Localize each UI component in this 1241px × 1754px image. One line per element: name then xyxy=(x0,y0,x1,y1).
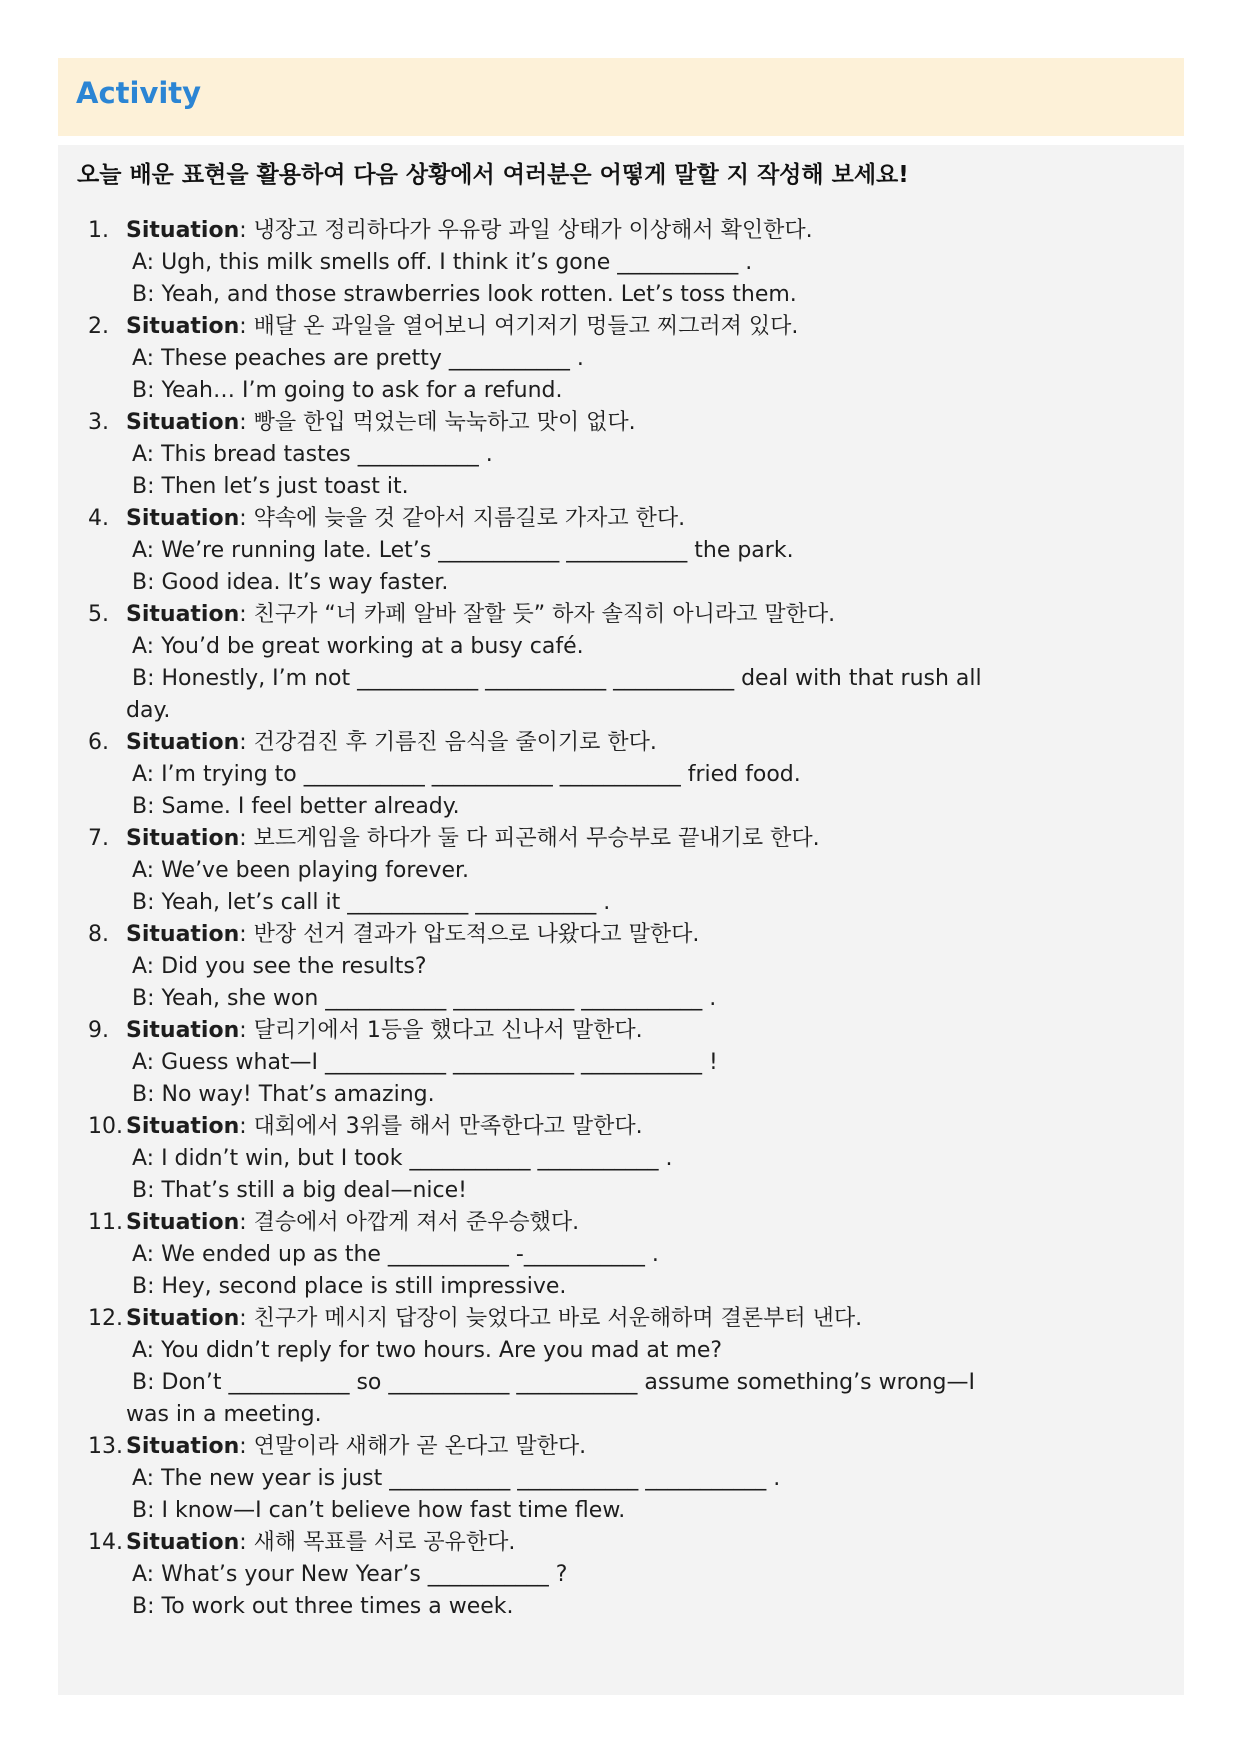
situation-line xyxy=(58,215,1184,247)
situation-line xyxy=(58,407,1184,439)
situation-separator: : xyxy=(239,1434,254,1459)
item-number: 13. xyxy=(88,1434,123,1459)
situation-label: Situation xyxy=(126,506,240,531)
item-number: 9. xyxy=(88,1018,109,1043)
situation-line xyxy=(58,1527,1184,1559)
exercise-item xyxy=(58,823,1184,919)
exercise-item xyxy=(58,1303,1184,1431)
item-number: 12. xyxy=(88,1306,123,1331)
instruction-text: 오늘 배운 표현을 활용하여 다음 상황에서 여러분은 어떻게 말할 지 작성해 보세요! xyxy=(77,162,909,188)
dialogue-line-a: A: We’re running late. Let’s ___________ ___________ the park. xyxy=(132,538,794,563)
situation-text: 친구가 “너 카페 알바 잘할 듯” 하자 솔직히 아니라고 말한다. xyxy=(253,602,836,627)
item-number: 8. xyxy=(88,922,109,947)
situation-label: Situation xyxy=(126,1018,240,1043)
dialogue-line-b: B: Hey, second place is still impressive. xyxy=(132,1274,567,1299)
situation-separator: : xyxy=(239,1306,254,1331)
situation-label: Situation xyxy=(126,314,240,339)
item-number: 2. xyxy=(88,314,109,339)
dialogue-line-b: B: Yeah… I’m going to ask for a refund. xyxy=(132,378,563,403)
situation-label: Situation xyxy=(126,1434,240,1459)
dialogue-line-a: A: Did you see the results? xyxy=(132,954,427,979)
situation-text: 대회에서 3위를 해서 만족한다고 말한다. xyxy=(253,1114,643,1139)
situation-separator: : xyxy=(239,410,254,435)
exercise-item xyxy=(58,407,1184,503)
dialogue-line-b: B: Then let’s just toast it. xyxy=(132,474,409,499)
situation-line xyxy=(58,1303,1184,1335)
dialogue-line-b-continued: day. xyxy=(126,698,171,723)
item-number: 7. xyxy=(88,826,109,851)
situation-separator: : xyxy=(239,826,254,851)
dialogue-line-a: A: We’ve been playing forever. xyxy=(132,858,470,883)
situation-line xyxy=(58,1207,1184,1239)
situation-line xyxy=(58,1111,1184,1143)
dialogue-line-b: B: That’s still a big deal—nice! xyxy=(132,1178,467,1203)
situation-text: 친구가 메시지 답장이 늦었다고 바로 서운해하며 결론부터 낸다. xyxy=(253,1306,863,1331)
activity-panel xyxy=(58,145,1184,1695)
situation-label: Situation xyxy=(126,1210,240,1235)
dialogue-line-b: B: Yeah, and those strawberries look rotten. Let’s toss them. xyxy=(132,282,797,307)
situation-line xyxy=(58,503,1184,535)
dialogue-line-b: B: I know—I can’t believe how fast time flew. xyxy=(132,1498,626,1523)
situation-label: Situation xyxy=(126,218,240,243)
situation-separator: : xyxy=(239,506,254,531)
situation-line xyxy=(58,599,1184,631)
situation-text: 배달 온 과일을 열어보니 여기저기 멍들고 찌그러져 있다. xyxy=(253,314,799,339)
situation-separator: : xyxy=(239,314,254,339)
situation-line xyxy=(58,1015,1184,1047)
exercise-item xyxy=(58,599,1184,727)
situation-label: Situation xyxy=(126,922,240,947)
situation-text: 냉장고 정리하다가 우유랑 과일 상태가 이상해서 확인한다. xyxy=(253,218,813,243)
situation-text: 연말이라 새해가 곧 온다고 말한다. xyxy=(253,1434,587,1459)
dialogue-line-a: A: This bread tastes ___________ . xyxy=(132,442,493,467)
situation-text: 새해 목표를 서로 공유한다. xyxy=(253,1530,516,1555)
situation-label: Situation xyxy=(126,1114,240,1139)
situation-separator: : xyxy=(239,602,254,627)
exercise-item xyxy=(58,215,1184,311)
exercise-item xyxy=(58,503,1184,599)
dialogue-line-b: B: To work out three times a week. xyxy=(132,1594,514,1619)
dialogue-line-a: A: Ugh, this milk smells off. I think it’s gone ___________ . xyxy=(132,250,753,275)
situation-text: 달리기에서 1등을 했다고 신나서 말한다. xyxy=(253,1018,643,1043)
situation-line xyxy=(58,823,1184,855)
dialogue-line-a: A: We ended up as the ___________ -___________ . xyxy=(132,1242,659,1267)
dialogue-line-a: A: You didn’t reply for two hours. Are you mad at me? xyxy=(132,1338,723,1363)
item-number: 4. xyxy=(88,506,109,531)
dialogue-line-b-continued: was in a meeting. xyxy=(126,1402,322,1427)
dialogue-line-a: A: These peaches are pretty ___________ . xyxy=(132,346,584,371)
situation-separator: : xyxy=(239,1210,254,1235)
dialogue-line-b: B: No way! That’s amazing. xyxy=(132,1082,435,1107)
situation-label: Situation xyxy=(126,1530,240,1555)
exercise-item xyxy=(58,727,1184,823)
exercise-item xyxy=(58,311,1184,407)
exercise-item xyxy=(58,1527,1184,1623)
dialogue-line-b: B: Good idea. It’s way faster. xyxy=(132,570,449,595)
dialogue-line-b: B: Same. I feel better already. xyxy=(132,794,460,819)
situation-text: 건강검진 후 기름진 음식을 줄이기로 한다. xyxy=(253,730,657,755)
item-number: 3. xyxy=(88,410,109,435)
exercise-item xyxy=(58,919,1184,1015)
situation-line xyxy=(58,727,1184,759)
situation-label: Situation xyxy=(126,1306,240,1331)
situation-text: 약속에 늦을 것 같아서 지름길로 가자고 한다. xyxy=(253,506,686,531)
dialogue-line-b: B: Yeah, she won ___________ ___________ ___________ . xyxy=(132,986,717,1011)
dialogue-line-b: B: Yeah, let’s call it ___________ ___________ . xyxy=(132,890,611,915)
item-number: 14. xyxy=(88,1530,123,1555)
item-number: 10. xyxy=(88,1114,123,1139)
dialogue-line-a: A: Guess what—I ___________ ___________ ___________ ! xyxy=(132,1050,718,1075)
dialogue-line-a: A: What’s your New Year’s ___________ ? xyxy=(132,1562,568,1587)
exercise-item xyxy=(58,1015,1184,1111)
item-number: 11. xyxy=(88,1210,123,1235)
exercise-item xyxy=(58,1111,1184,1207)
situation-separator: : xyxy=(239,1018,254,1043)
situation-separator: : xyxy=(239,730,254,755)
dialogue-line-a: A: The new year is just ___________ ___________ ___________ . xyxy=(132,1466,781,1491)
situation-line xyxy=(58,919,1184,951)
situation-text: 보드게임을 하다가 둘 다 피곤해서 무승부로 끝내기로 한다. xyxy=(253,826,820,851)
dialogue-line-b: B: Honestly, I’m not ___________ ___________ ___________ deal with that rush all xyxy=(132,666,982,691)
situation-text: 반장 선거 결과가 압도적으로 나왔다고 말한다. xyxy=(253,922,700,947)
situation-separator: : xyxy=(239,922,254,947)
item-number: 6. xyxy=(88,730,109,755)
dialogue-line-a: A: You’d be great working at a busy café. xyxy=(132,634,584,659)
item-number: 1. xyxy=(88,218,109,243)
activity-header xyxy=(58,58,1184,136)
situation-line xyxy=(58,1431,1184,1463)
activity-title: Activity xyxy=(76,76,202,110)
dialogue-line-a: A: I didn’t win, but I took ___________ ___________ . xyxy=(132,1146,673,1171)
dialogue-line-b: B: Don’t ___________ so ___________ ___________ assume something’s wrong—I xyxy=(132,1370,975,1395)
situation-text: 빵을 한입 먹었는데 눅눅하고 맛이 없다. xyxy=(253,410,636,435)
situation-separator: : xyxy=(239,1530,254,1555)
situation-separator: : xyxy=(239,218,254,243)
situation-label: Situation xyxy=(126,602,240,627)
situation-label: Situation xyxy=(126,826,240,851)
dialogue-line-a: A: I’m trying to ___________ ___________ ___________ fried food. xyxy=(132,762,801,787)
situation-separator: : xyxy=(239,1114,254,1139)
situation-label: Situation xyxy=(126,730,240,755)
item-number: 5. xyxy=(88,602,109,627)
situation-line xyxy=(58,311,1184,343)
situation-text: 결승에서 아깝게 져서 준우승했다. xyxy=(253,1210,580,1235)
exercise-item xyxy=(58,1207,1184,1303)
exercise-item xyxy=(58,1431,1184,1527)
exercise-list xyxy=(58,215,1184,1623)
situation-label: Situation xyxy=(126,410,240,435)
